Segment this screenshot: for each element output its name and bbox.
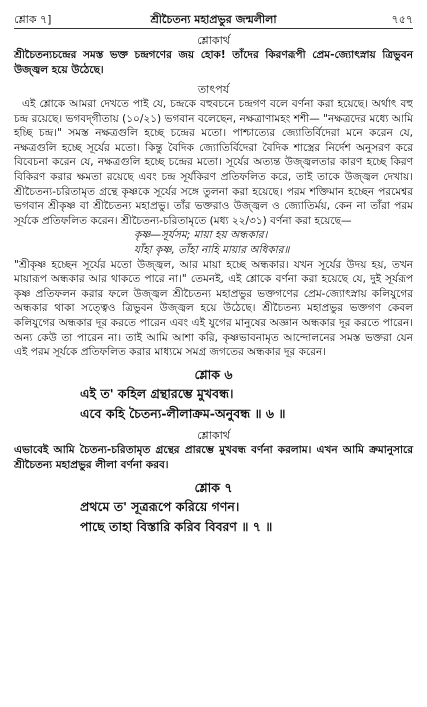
purport-paragraph-1: এই শ্লোকে আমরা দেখতে পাই যে, চন্দ্রকে বহুবচনে চন্দ্রগণ বলে বর্ণনা করা হয়েছে। অর্থাৎ বহু চন্দ্র রয়েছে। ভগবদ্‌গীতায় (১০/২১) ভগবান বলেছেন, নক্ষত্রাণামহং শশী— "নক্ষত্রদের মধ্যে আমি হচ্ছি চন্দ্র।" সমস্ত নক্ষত্রগুলি হচ্ছে চন্দ্রের মতো। পাশ্চাত্যের জ্যোতির্বিদেরা মনে করেন যে, নক্ষত্রগুলি হচ্ছে সূর্যের মতো। কিন্তু বৈদিক জ্যোতির্বিদেরা বৈদিক শাস্ত্রের নির্দেশ অনুসরণ করে বিবেচনা করেন যে, নক্ষত্রগুলি হচ্ছে চন্দ্রের মতো। সূর্যের অত্যন্ত উজ্জ্বলতার কারণ হচ্ছে কিরণ বিকিরণ করার ক্ষমতা রয়েছে এবং চন্দ্র সূর্যকিরণ প্রতিফলিত করে, তাই তাকে উজ্জ্বল দেখায়। শ্রীচৈতন্য-চরিতামৃত গ্রন্থে কৃষ্ণকে সূর্যের সঙ্গে তুলনা করা হয়েছে। পরম শক্তিমান হচ্ছেন পরমেশ্বর ভগবান শ্রীকৃষ্ণ বা শ্রীচৈতন্য মহাপ্রভু। তাঁর ভক্তরাও উজ্জ্বল ও জ্যোতির্ময়, কেন না তাঁরা পরম সূর্যকে প্রতিফলিত করেন। শ্রীচৈতন্য-চরিতামৃতে (মধ্য ২২/৩১) বর্ণনা করা হয়েছে— [14,98,413,227]
verse-6-line-1: এই ত' কহিল গ্রন্থারম্ভে মুখবন্ধ। [80,385,234,401]
purport-heading: তাৎপর্য [197,83,230,96]
translation-6-heading: শ্লোকার্থ [197,428,230,442]
running-header [14,6,413,29]
purport-quote-line-1: কৃষ্ণ—সূর্যসম; মায়া হয় অন্ধকার। [134,229,268,242]
verse-7-heading: শ্লোক ৭ [194,479,233,495]
verse-7-line-2: পাছে তাহা বিস্তারি করিব বিবরণ ॥ ৭ ॥ [80,518,273,534]
page-number: ৭৫৭ [391,13,413,26]
translation-text: শ্রীচৈতন্যচন্দ্রের সমস্ত ভক্ত চন্দ্রগণের জয় হোক! তাঁদের কিরণরূপী প্রেম-জ্যোৎস্নায় ত্রিভুবন উজ্জ্বল হয়ে উঠেছে। [14,49,413,76]
purport-paragraph-2: "শ্রীকৃষ্ণ হচ্ছেন সূর্যের মতো উজ্জ্বল, আর মায়া হচ্ছে অন্ধকার। যখন সূর্যের উদয় হয়, তখন মায়ারূপ অন্ধকার আর থাকতে পারে না।" তেমনই, এই শ্লোকে বর্ণনা করা হয়েছে যে, দুই সূর্যরূপ কৃষ্ণ প্রতিফলন করার ফলে উজ্জ্বল শ্রীচৈতন্য মহাপ্রভুর ভক্তগণের প্রেম-জ্যোৎস্নায় কলিযুগের অন্ধকার থাকা সত্ত্বেও ত্রিভুবন উজ্জ্বল হয়ে উঠেছে। শ্রীচৈতন্য মহাপ্রভুর ভক্তগণ কেবল কলিযুগের অন্ধকার দূর করতে পারেন এবং এই যুগের মানুষের অজ্ঞান অন্ধকার দূর করতে পারেন। অন্য কেউ তা পারেন না। তাই আমি আশা করি, কৃষ্ণভাবনামৃত আন্দোলনের সমস্ত ভক্তরা যেন এই পরম সূর্যকে প্রতিফলিত করার মাধ্যমে সমগ্র জগতের অন্ধকার দূর করেন। [14,258,413,359]
header-chapter-title: শ্রীচৈতন্য মহাপ্রভুর জন্মলীলা [150,13,277,26]
translation-6-text: এভাবেই আমি চৈতন্য-চরিতামৃত গ্রন্থের প্রারম্ভে মুখবন্ধ বর্ণনা করলাম। এখন আমি ক্রমানুসারে শ্রীচৈতন্য মহাপ্রভুর লীলা বর্ণনা করব। [14,443,413,471]
translation-heading: শ্লোকার্থ [197,34,230,47]
header-verse-ref: শ্লোক ৭] [14,13,52,26]
purport-quote-line-2: যাঁহা কৃষ্ণ, তাঁহা নাহি মায়ার অধিকার॥ [134,243,290,256]
verse-6-heading: শ্লোক ৬ [194,366,233,382]
verse-7-line-1: প্রথমে ত' সূত্ররূপে করিয়ে গণন। [80,498,240,514]
verse-6-line-2: এবে কহি চৈতন্য-লীলাক্রম-অনুবন্ধ ॥ ৬ ॥ [80,405,286,421]
